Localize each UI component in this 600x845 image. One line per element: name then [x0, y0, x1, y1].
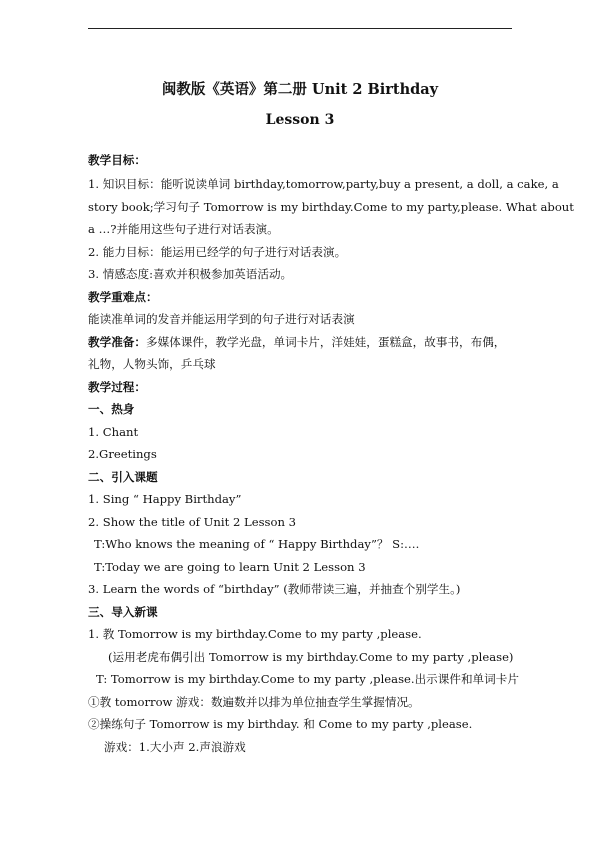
text-line: ②操练句子 Tomorrow is my birthday. 和 Come to my party ,please. — [88, 717, 473, 731]
header-rule — [88, 28, 512, 29]
section-heading-key-points: 教学重难点： — [88, 290, 158, 304]
text-line: 2. 能力目标：能运用已经学的句子进行对话表演。 — [88, 245, 347, 259]
text-line: a …?并能用这些句子进行对话表演。 — [88, 222, 279, 236]
preparation-label: 教学准备： — [88, 335, 146, 349]
text-line: 1. Sing “ Happy Birthday” — [88, 492, 242, 506]
text-line: 2. Show the title of Unit 2 Lesson 3 — [88, 515, 296, 529]
text-line: 1. Chant — [88, 425, 139, 439]
text-line: 1. 教 Tomorrow is my birthday.Come to my party ,please. — [88, 627, 422, 641]
section-heading-new-lesson: 三、导入新课 — [88, 605, 158, 619]
text-line: T:Who knows the meaning of “ Happy Birthday”？ S:…. — [94, 537, 420, 551]
text-line: 1. 知识目标：能听说读单词 birthday,tomorrow,party,buy a present, a doll, a cake, a — [88, 177, 559, 191]
text-line: ①教 tomorrow 游戏：数遍数并以排为单位抽查学生掌握情况。 — [88, 695, 420, 709]
text-line: story book;学习句子 Tomorrow is my birthday.Come to my party,please. What about — [88, 200, 574, 214]
text-line: 3. Learn the words of “birthday” (教师带读三遍，并抽查个别学生。) — [88, 582, 461, 596]
text-line: T: Tomorrow is my birthday.Come to my party ,please.出示课件和单词卡片 — [96, 672, 519, 686]
section-heading-objectives: 教学目标： — [88, 153, 146, 167]
text-line: T:Today we are going to learn Unit 2 Lesson 3 — [94, 560, 366, 574]
text-line: 礼物，人物头饰，乒乓球 — [88, 357, 216, 371]
text-line: 游戏：1.大小声 2.声浪游戏 — [104, 740, 246, 754]
lesson-subtitle: Lesson 3 — [265, 112, 335, 128]
section-heading-warmup: 一、热身 — [88, 402, 135, 416]
preparation-text: 多媒体课件，教学光盘，单词卡片，洋娃娃，蛋糕盒，故事书，布偶， — [145, 335, 506, 349]
document-title: 闽教版《英语》第二册 Unit 2 Birthday — [161, 81, 439, 98]
text-line: 2.Greetings — [88, 447, 157, 461]
text-line: 能读准单词的发音并能运用学到的句子进行对话表演 — [88, 312, 355, 326]
text-line-preparation — [88, 334, 505, 350]
section-heading-intro: 二、引入课题 — [88, 470, 158, 484]
text-line: 3. 情感态度:喜欢并积极参加英语活动。 — [88, 267, 293, 281]
text-line: (运用老虎布偶引出 Tomorrow is my birthday.Come to my party ,please) — [108, 650, 514, 664]
section-heading-process: 教学过程： — [88, 380, 146, 394]
